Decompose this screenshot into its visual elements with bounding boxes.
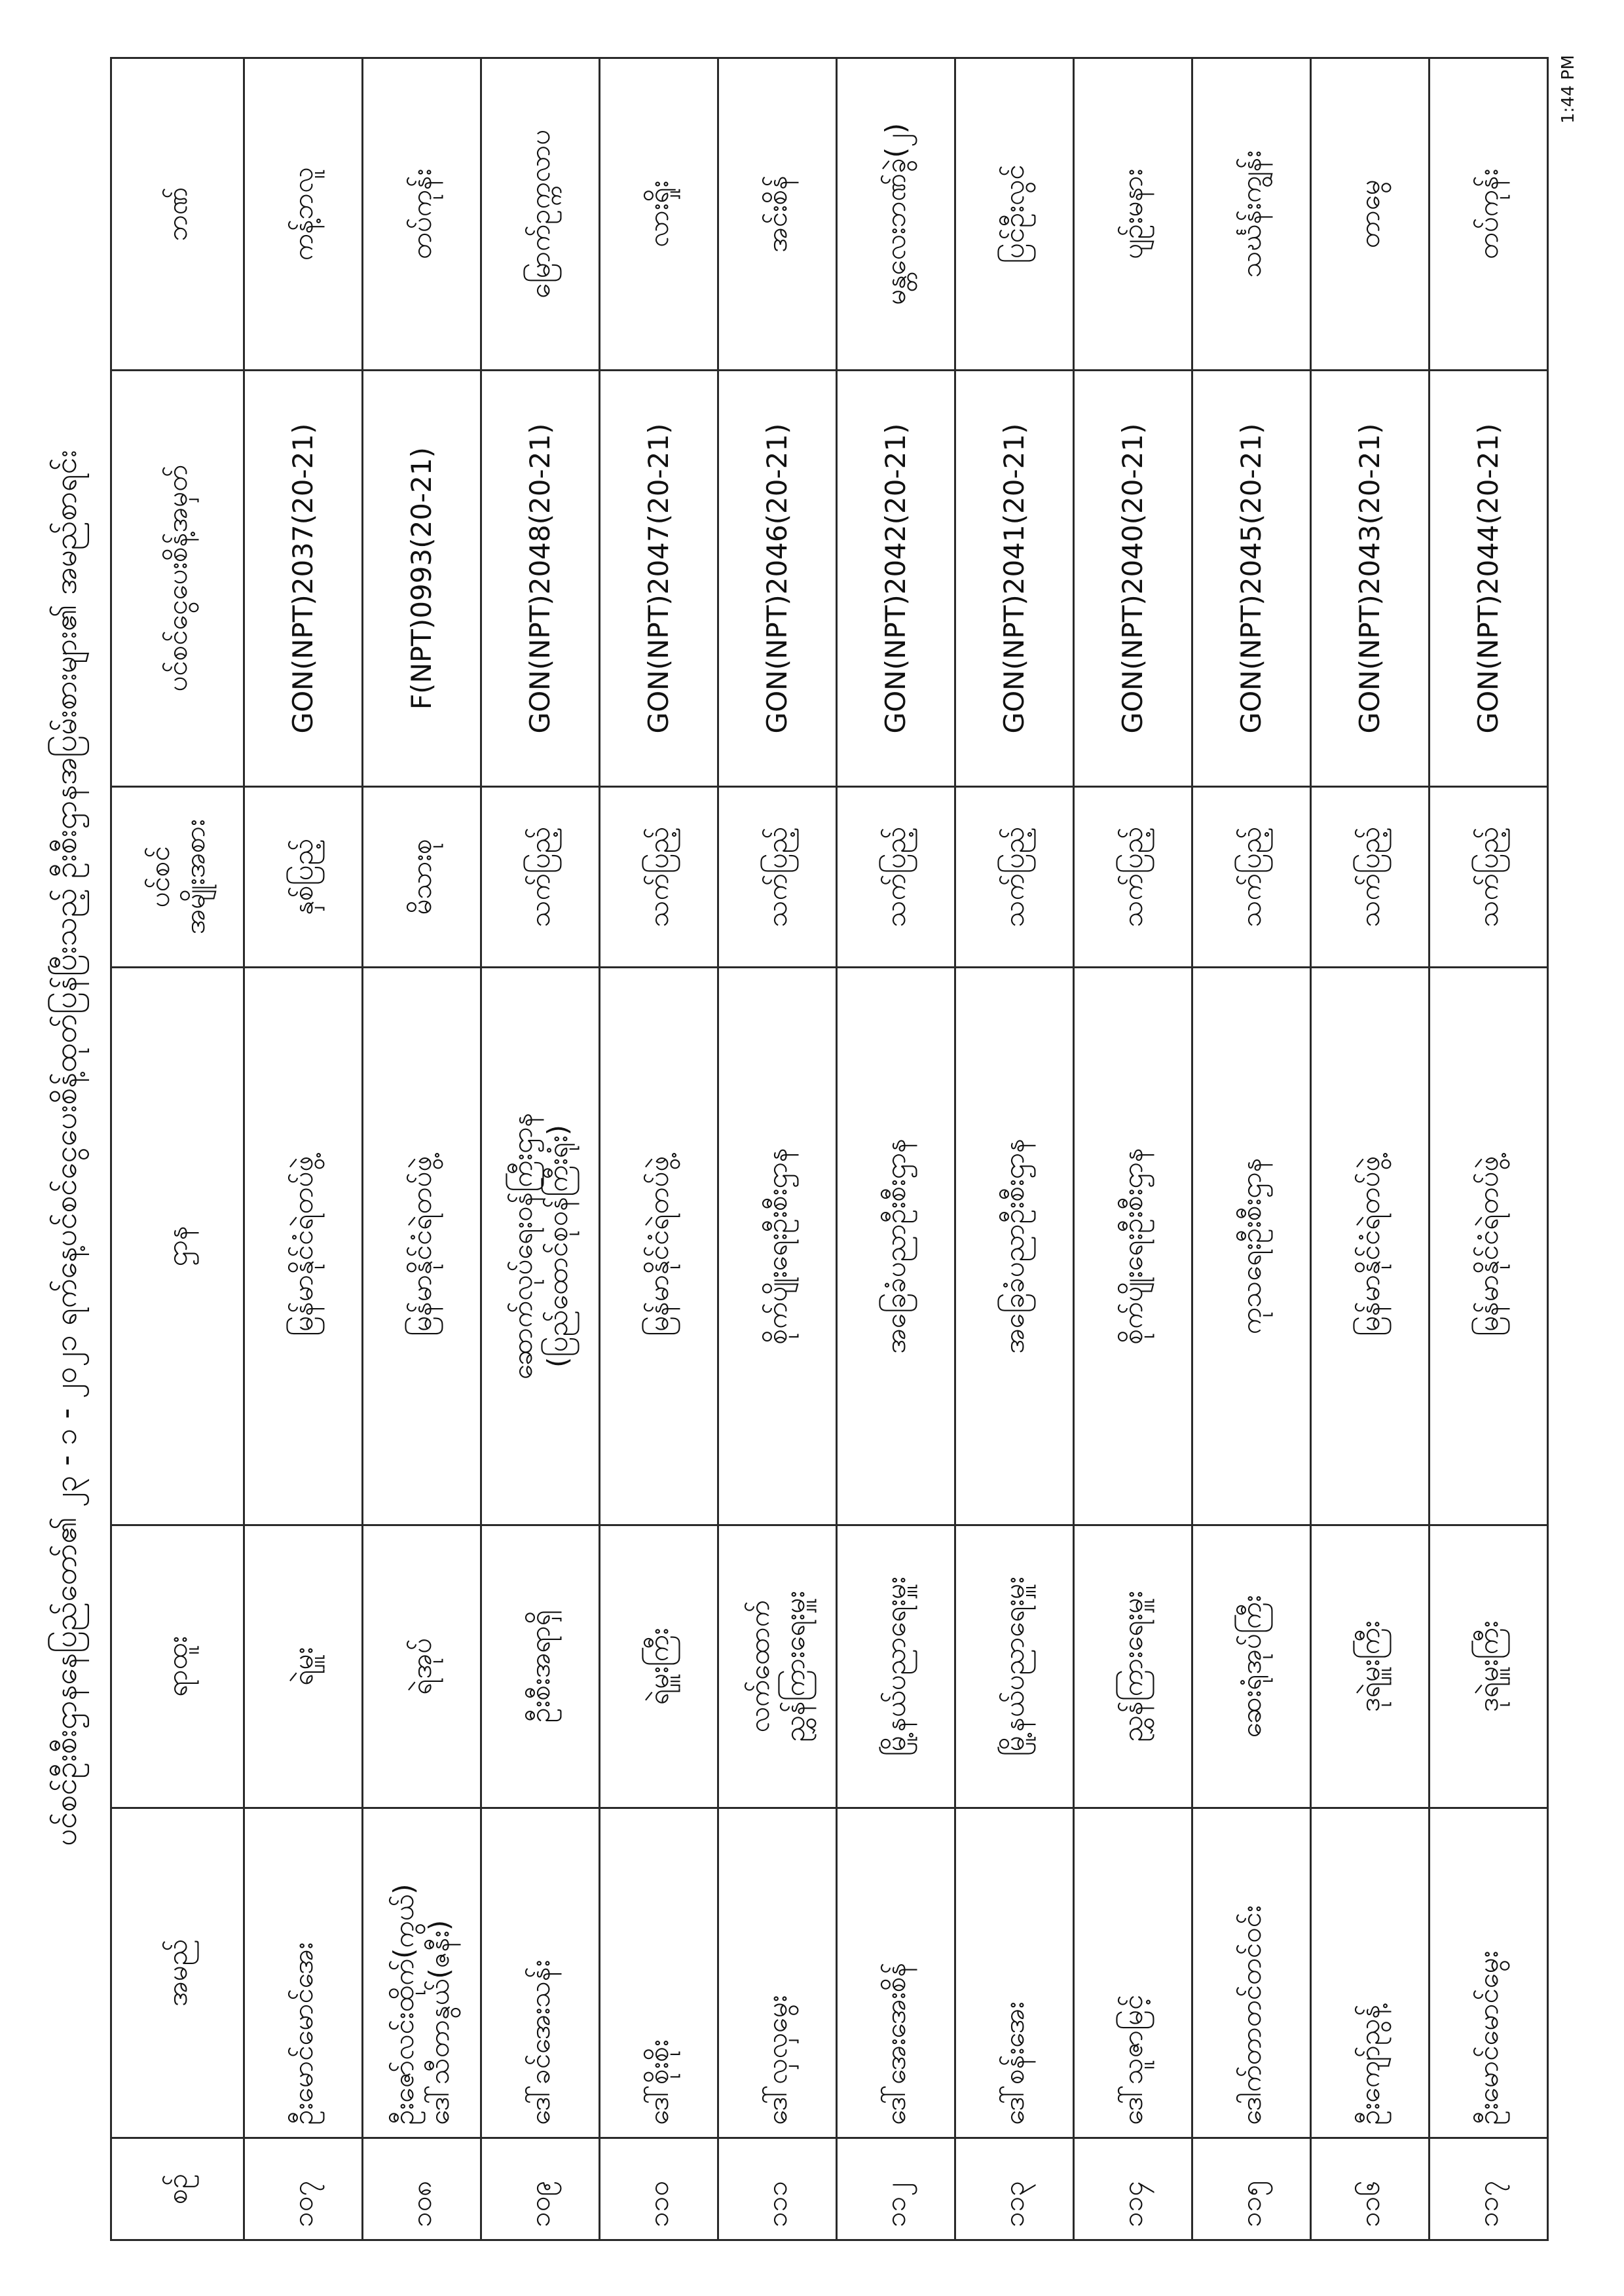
cell-pension-type: သက်ပြည့် bbox=[1311, 787, 1430, 968]
cell-department: မြန်မာနိုင်ငံရဲတပ်ဖွဲ့ bbox=[363, 968, 481, 1525]
header-order-no: ပင်စင်ငွေပေးစိန့်အမှတ် bbox=[111, 371, 244, 787]
cell-order-no: F(NPT)0993(20-21) bbox=[363, 371, 481, 787]
cell-order-no: GON(NPT)2047(20-21) bbox=[600, 371, 718, 787]
table-row bbox=[1074, 58, 1192, 2240]
cell-pension-type: သက်ပြည့် bbox=[837, 787, 955, 968]
cell-department: မြန်မာနိုင်ငံရဲတပ်ဖွဲ့ bbox=[600, 968, 718, 1525]
header-department: ဌာန bbox=[111, 968, 244, 1525]
cell-name: ဒေါ်လှလှမွေး bbox=[718, 1808, 837, 2138]
cell-treasury: မြောက်ဥက္ကလာပ bbox=[481, 58, 600, 371]
cell-name: ဒေါ်အေးအေးစိန် bbox=[837, 1808, 955, 2138]
cell-name: ဦးကျော်ညွန့် bbox=[1311, 1808, 1430, 2138]
cell-rank: ဦးစီးအရာရှိ bbox=[481, 1525, 600, 1808]
table-row bbox=[600, 58, 718, 2240]
cell-department: ဆောက်လုပ်ရေးဝန်ကြီးဌာန (ပြည်ထောင်စုဝန်ကြီးရုံး) bbox=[481, 968, 600, 1525]
pensioner-table bbox=[110, 57, 1549, 2241]
table-header-row bbox=[111, 58, 244, 2240]
cell-department: အခြေခံပညာဦးစီးဌာန bbox=[955, 968, 1074, 1525]
cell-treasury: တာမွေ bbox=[1311, 58, 1430, 371]
cell-name: ဒေါ်စန်းအေး bbox=[955, 1808, 1074, 2138]
cell-order-no: GON(NPT)2044(20-21) bbox=[1430, 371, 1548, 787]
cell-treasury: ကန့်ဘလူ bbox=[244, 58, 363, 371]
cell-treasury: ပြင်ဦးလွင် bbox=[955, 58, 1074, 371]
page-title: ပင်စင်ဦးစီးဌာနနေပြည်တော်၏ ၂၃ - ၁ - ၂၀၂၁ ရက်နေ့ပင်စင်ငွေပေးစိန့်ထုတ်ပြန်ပြီးသည့် ဦးစီးဌာနအပြမ်းစားများ၏ အမည်စာရင်း bbox=[48, 450, 83, 1846]
cell-no: ၁၁၄ bbox=[1074, 2138, 1192, 2240]
cell-no: ၁၀၈ bbox=[363, 2138, 481, 2240]
cell-no: ၁၁၀ bbox=[600, 2138, 718, 2240]
cell-name: ဦးမောင်မောင်မွေး bbox=[1430, 1808, 1548, 2138]
cell-treasury: တပ်ကုန်း bbox=[363, 58, 481, 371]
table-row bbox=[1192, 58, 1311, 2240]
cell-department: ကုသရေးဦးစီးဌာန bbox=[1192, 968, 1311, 1525]
cell-order-no: GON(NPT)2042(20-21) bbox=[837, 371, 955, 787]
cell-no: ၁၀၉ bbox=[481, 2138, 600, 2240]
cell-department: မြန်မာနိုင်ငံရဲတပ်ဖွဲ့ bbox=[244, 968, 363, 1525]
cell-department: အခြေခံပညာဦးစီးဌာန bbox=[837, 968, 955, 1525]
print-timestamp: 1:44 PM bbox=[1559, 55, 1578, 124]
cell-rank: ရဲအုပ် bbox=[363, 1525, 481, 1808]
cell-pension-type: သက်ပြည့် bbox=[481, 787, 600, 968]
cell-order-no: GON(NPT)2046(20-21) bbox=[718, 371, 837, 787]
header-no: စဉ် bbox=[111, 2138, 244, 2240]
table-row bbox=[955, 58, 1074, 2240]
cell-department: မြန်မာနိုင်ငံရဲတပ်ဖွဲ့ bbox=[1311, 968, 1430, 1525]
cell-rank: ဆေးရုံအုပ်ကြီး bbox=[1192, 1525, 1311, 1808]
cell-treasury: သင်္ဃန်းကျွန်း bbox=[1192, 58, 1311, 371]
cell-no: ၁၁၁ bbox=[718, 2138, 837, 2240]
cell-pension-type: သက်ပြည့် bbox=[718, 787, 837, 968]
table-row bbox=[481, 58, 600, 2240]
table-row bbox=[718, 58, 837, 2240]
cell-rank: လက်ထောက် ညွှန်ကြားရေးမှူး bbox=[718, 1525, 837, 1808]
cell-order-no: GON(NPT)2040(20-21) bbox=[1074, 371, 1192, 787]
header-pension-type: ပင်စင် အမျိုးအစား bbox=[111, 787, 244, 968]
table-row bbox=[244, 58, 363, 2240]
cell-treasury: တပ်ကုန်း bbox=[1430, 58, 1548, 371]
table-row bbox=[363, 58, 481, 2240]
cell-department: စိုက်ပျိုးရေးဦးစီးဌာန bbox=[1074, 968, 1192, 1525]
cell-no: ၁၁၆ bbox=[1311, 2138, 1430, 2240]
cell-rank: ဒုရဲမှူးကြီး bbox=[1430, 1525, 1548, 1808]
cell-rank: မြို့နယ်ပညာရေးမှူး bbox=[837, 1525, 955, 1808]
cell-rank: ရဲမှူးကြီး bbox=[600, 1525, 718, 1808]
cell-department: မြန်မာနိုင်ငံရဲတပ်ဖွဲ့ bbox=[1430, 968, 1548, 1525]
cell-no: ၁၀၇ bbox=[244, 2138, 363, 2240]
cell-order-no: GON(NPT)2048(20-21) bbox=[481, 371, 600, 787]
cell-rank: ဒုရဲမှူးကြီး bbox=[1311, 1525, 1430, 1808]
cell-name: ဒေါ်စိုးစိုး bbox=[600, 1808, 718, 2138]
cell-treasury: အင်းစိန် bbox=[718, 58, 837, 371]
table-row bbox=[1430, 58, 1548, 2240]
header-treasury: ဘဏ် bbox=[111, 58, 244, 371]
cell-name: ဒေါက်တာတင်တင်ဝင်း bbox=[1192, 1808, 1311, 2138]
cell-order-no: GON(NPT)2043(20-21) bbox=[1311, 371, 1430, 787]
cell-name: ဦးမောင်မောင်အေး bbox=[244, 1808, 363, 2138]
cell-no: ၁၁၅ bbox=[1192, 2138, 1311, 2240]
cell-pension-type: သက်ပြည့် bbox=[1074, 787, 1192, 968]
cell-pension-type: သက်ပြည့် bbox=[955, 787, 1074, 968]
cell-order-no: GON(NPT)2045(20-21) bbox=[1192, 371, 1311, 787]
cell-pension-type: သက်ပြည့် bbox=[600, 787, 718, 968]
cell-pension-type: နှစ်ပြည့် bbox=[244, 787, 363, 968]
cell-rank: ရဲမှူး bbox=[244, 1525, 363, 1808]
cell-name: ဒေါ်သူဇာမြင့် bbox=[1074, 1808, 1192, 2138]
cell-order-no: GON(NPT)2037(20-21) bbox=[244, 371, 363, 787]
cell-no: ၁၁၃ bbox=[955, 2138, 1074, 2240]
cell-rank: မြို့နယ်ပညာရေးမှူး bbox=[955, 1525, 1074, 1808]
header-rank: ရာထူး bbox=[111, 1525, 244, 1808]
cell-treasury: မန္တလေးဘဏ်ခွဲ(၂) bbox=[837, 58, 955, 371]
cell-treasury: ပျဉ်းမနား bbox=[1074, 58, 1192, 371]
cell-department: စိုက်ပျိုးရေးဦးစီးဌာန bbox=[718, 968, 837, 1525]
cell-rank: ညွှန်ကြားရေးမှူး bbox=[1074, 1525, 1192, 1808]
cell-pension-type: သက်ပြည့် bbox=[1192, 787, 1311, 968]
cell-no: ၁၁၂ bbox=[837, 2138, 955, 2240]
table-row bbox=[837, 58, 955, 2240]
header-name: အမည် bbox=[111, 1808, 244, 2138]
cell-pension-type: မိသားစု bbox=[363, 787, 481, 968]
cell-pension-type: သက်ပြည့် bbox=[1430, 787, 1548, 968]
cell-no: ၁၁၇ bbox=[1430, 2138, 1548, 2240]
table-row bbox=[1311, 58, 1430, 2240]
cell-name: ဒေါ်ခင်အေးသန်း bbox=[481, 1808, 600, 2138]
cell-treasury: လားရှိုး bbox=[600, 58, 718, 371]
cell-name: ဦးဇော်လင်းထိုက်(ကွယ်) ဒေါ်သီတာနွယ်(ဇနီး) bbox=[363, 1808, 481, 2138]
cell-order-no: GON(NPT)2041(20-21) bbox=[955, 371, 1074, 787]
